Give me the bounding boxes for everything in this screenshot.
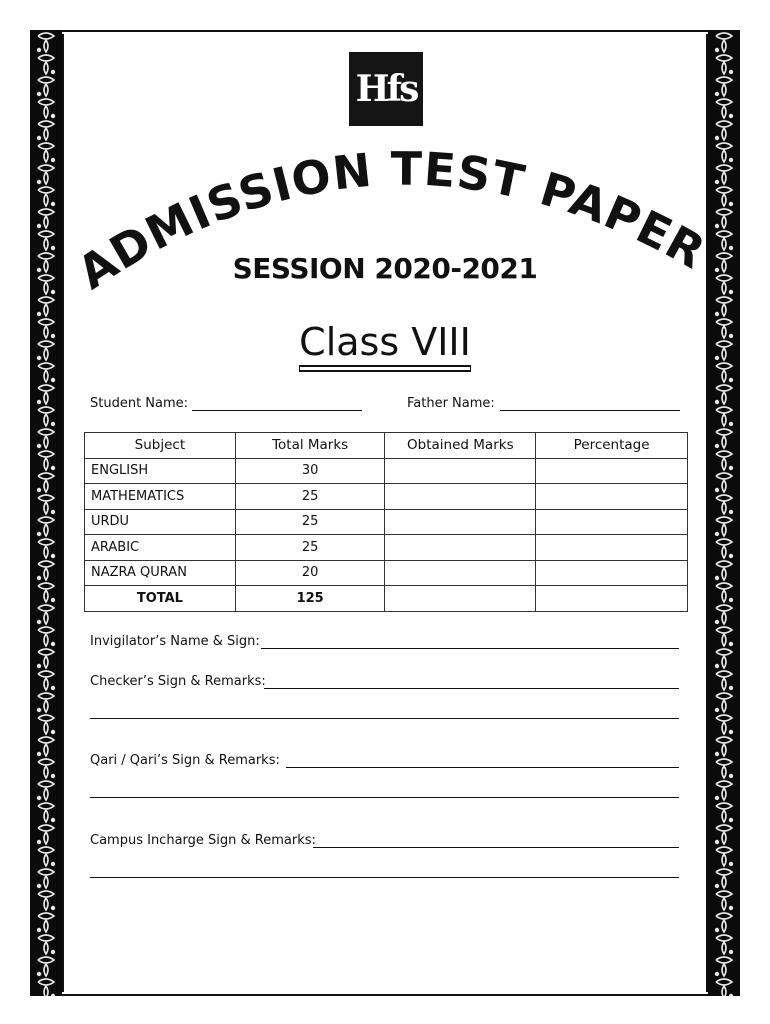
ornament-dot [37, 708, 41, 712]
ornament-dot [729, 906, 733, 910]
table-header-row [85, 433, 688, 459]
obtained-marks-cell[interactable] [385, 535, 536, 561]
ornament-dot [715, 400, 719, 404]
header-percentage: Percentage [536, 433, 688, 459]
ornament-dot [715, 796, 719, 800]
checker-label: Checker’s Sign & Remarks: [90, 674, 266, 689]
ornament-dot [715, 840, 719, 844]
table-row [85, 484, 688, 510]
ornament-dot [715, 576, 719, 580]
ornament-dot [729, 774, 733, 778]
class-label: Class VIII [299, 320, 471, 367]
student-name-line[interactable] [192, 410, 362, 411]
invigilator-label: Invigilator’s Name & Sign: [90, 634, 260, 649]
ornament-dot [729, 378, 733, 382]
total-row [85, 586, 688, 612]
qari-line[interactable] [286, 767, 679, 768]
total-marks-cell: 25 [235, 535, 385, 561]
ornament-dot [51, 466, 55, 470]
ornament-dot [729, 642, 733, 646]
campus-incharge-line[interactable] [313, 847, 679, 848]
ornament-dot [715, 532, 719, 536]
swirl-ornament [716, 979, 732, 996]
obtained-marks-cell[interactable] [385, 484, 536, 510]
subject-cell: ENGLISH [85, 458, 236, 484]
ornament-dot [715, 312, 719, 316]
ornament-dot [37, 928, 41, 932]
ornament-dot [37, 312, 41, 316]
percentage-cell[interactable] [536, 509, 688, 535]
ornament-dot [51, 774, 55, 778]
total-label-cell: TOTAL [85, 586, 236, 612]
ornament-dot [37, 576, 41, 580]
qari-remarks-line[interactable] [90, 797, 679, 798]
percentage-cell[interactable] [536, 484, 688, 510]
logo-text: Hfs [355, 68, 417, 110]
ornament-dot [51, 950, 55, 954]
ornament-dot [37, 752, 41, 756]
ornament-dot [37, 796, 41, 800]
ornament-dot [729, 466, 733, 470]
ornament-dot [37, 620, 41, 624]
father-name-line[interactable] [500, 410, 680, 411]
page-title: ADMISSION TEST PAPER [68, 141, 715, 300]
total-marks-cell: 25 [235, 484, 385, 510]
subject-cell: MATHEMATICS [85, 484, 236, 510]
ornament-dot [715, 488, 719, 492]
subject-cell: NAZRA QURAN [85, 560, 236, 586]
subject-cell: ARABIC [85, 535, 236, 561]
ornament-dot [37, 972, 41, 976]
table-row [85, 458, 688, 484]
ornament-dot [51, 554, 55, 558]
obtained-marks-cell[interactable] [385, 509, 536, 535]
ornament-dot [37, 444, 41, 448]
ornament-dot [37, 884, 41, 888]
obtained-marks-cell[interactable] [385, 560, 536, 586]
ornament-dot [715, 708, 719, 712]
father-name-label: Father Name: [407, 396, 495, 411]
ornament-dot [715, 884, 719, 888]
ornament-dot [51, 818, 55, 822]
class-heading [0, 320, 770, 367]
ornament-dot [51, 730, 55, 734]
header-obtained-marks: Obtained Marks [385, 433, 536, 459]
ornament-dot [729, 950, 733, 954]
ornament-dot [715, 620, 719, 624]
total-marks-cell: 30 [235, 458, 385, 484]
ornament-dot [37, 532, 41, 536]
obtained-marks-cell[interactable] [385, 458, 536, 484]
ornament-dot [715, 444, 719, 448]
invigilator-line[interactable] [261, 648, 679, 649]
ornament-dot [51, 862, 55, 866]
total-marks-cell: 25 [235, 509, 385, 535]
ornament-dot [715, 928, 719, 932]
student-name-label: Student Name: [90, 396, 189, 411]
ornament-dot [51, 510, 55, 514]
ornament-dot [729, 862, 733, 866]
ornament-dot [51, 642, 55, 646]
checker-line[interactable] [264, 688, 679, 689]
ornament-dot [729, 994, 733, 996]
ornament-dot [51, 422, 55, 426]
ornament-dot [37, 488, 41, 492]
qari-label: Qari / Qari’s Sign & Remarks: [90, 753, 280, 768]
ornament-dot [715, 752, 719, 756]
total-obtained-cell[interactable] [385, 586, 536, 612]
percentage-cell[interactable] [536, 535, 688, 561]
total-marks-sum-cell: 125 [235, 586, 385, 612]
ornament-dot [729, 510, 733, 514]
ornament-dot [729, 598, 733, 602]
ornament-dot [715, 972, 719, 976]
total-percentage-cell[interactable] [536, 586, 688, 612]
ornament-dot [715, 664, 719, 668]
table-row [85, 509, 688, 535]
ornament-dot [51, 598, 55, 602]
table-row [85, 560, 688, 586]
ornament-dot [729, 554, 733, 558]
header-subject: Subject [85, 433, 236, 459]
marks-table [84, 432, 688, 612]
table-row [85, 535, 688, 561]
swirl-ornament [38, 979, 54, 996]
campus-incharge-label: Campus Incharge Sign & Remarks: [90, 833, 316, 848]
ornament-dot [729, 686, 733, 690]
ornament-dot [729, 730, 733, 734]
ornament-dot [51, 994, 55, 996]
ornament-dot [37, 840, 41, 844]
total-marks-cell: 20 [235, 560, 385, 586]
ornament-dot [51, 906, 55, 910]
ornament-dot [37, 400, 41, 404]
session-heading: SESSION 2020-2021 [232, 252, 538, 285]
campus-remarks-line[interactable] [90, 877, 679, 878]
checker-remarks-line[interactable] [90, 718, 679, 719]
ornament-dot [729, 818, 733, 822]
percentage-cell[interactable] [536, 458, 688, 484]
ornament-dot [729, 422, 733, 426]
subject-cell: URDU [85, 509, 236, 535]
header-total-marks: Total Marks [235, 433, 385, 459]
ornament-dot [51, 686, 55, 690]
percentage-cell[interactable] [536, 560, 688, 586]
ornament-dot [51, 378, 55, 382]
ornament-dot [37, 664, 41, 668]
